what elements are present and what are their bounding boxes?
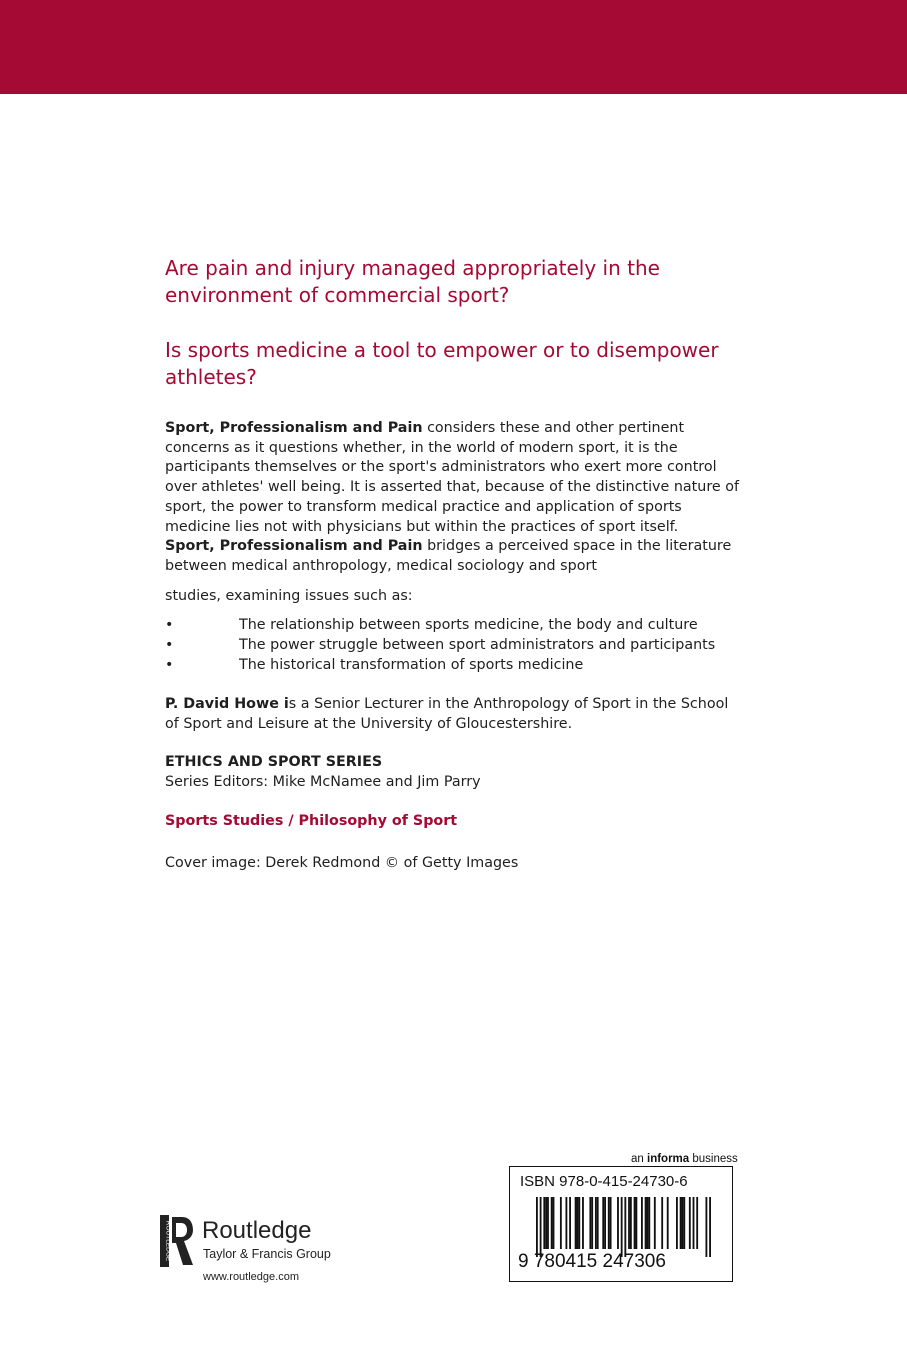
informa-prefix: an bbox=[631, 1153, 647, 1165]
barcode-bar bbox=[696, 1197, 698, 1249]
barcode-bar bbox=[641, 1197, 643, 1249]
barcode-bar bbox=[551, 1197, 553, 1249]
publisher-name: Routledge bbox=[202, 1217, 312, 1244]
barcode-bar bbox=[540, 1197, 542, 1257]
book-title-bold: Sport, Professionalism and Pain bbox=[165, 538, 423, 555]
book-title-bold: Sport, Professionalism and Pain bbox=[165, 420, 423, 436]
publisher-group: Taylor & Francis Group bbox=[203, 1247, 331, 1261]
routledge-mark-text: ROUTLEDGE bbox=[164, 1220, 172, 1262]
barcode-bar bbox=[645, 1197, 647, 1249]
subject-category: Sports Studies / Philosophy of Sport bbox=[165, 813, 458, 830]
barcode-bar bbox=[647, 1197, 649, 1249]
barcode-bar bbox=[654, 1197, 656, 1249]
barcode-bar bbox=[634, 1197, 636, 1249]
barcode-bar bbox=[547, 1197, 549, 1249]
publisher-url: www.routledge.com bbox=[203, 1271, 299, 1283]
barcode-bar bbox=[683, 1197, 685, 1249]
barcode-bar bbox=[545, 1197, 547, 1249]
list-item bbox=[165, 636, 740, 656]
list-item bbox=[165, 656, 740, 676]
bullet-icon: • bbox=[165, 656, 174, 673]
barcode-bar bbox=[680, 1197, 682, 1249]
barcode-bar bbox=[621, 1197, 623, 1257]
barcode-bar bbox=[617, 1197, 619, 1249]
barcode-bar bbox=[565, 1197, 567, 1249]
issues-list bbox=[165, 616, 740, 675]
description-paragraph-1 bbox=[165, 419, 740, 537]
barcode-bars bbox=[536, 1197, 711, 1257]
cover-image-credit: Cover image: Derek Redmond © of Getty Images bbox=[165, 854, 519, 871]
barcode-bar bbox=[575, 1197, 577, 1249]
barcode-bar bbox=[648, 1197, 650, 1249]
informa-brand: informa bbox=[647, 1153, 690, 1165]
barcode-bar bbox=[553, 1197, 555, 1249]
barcode-bar bbox=[597, 1197, 599, 1249]
barcode-bar bbox=[569, 1197, 571, 1249]
description-paragraph-2 bbox=[165, 537, 740, 576]
barcode-bar bbox=[709, 1197, 711, 1257]
barcode-digits: 9 780415 247306 bbox=[518, 1251, 666, 1272]
barcode-bar bbox=[604, 1197, 606, 1249]
barcode-bar bbox=[560, 1197, 562, 1249]
isbn-label: ISBN 978-0-415-24730-6 bbox=[520, 1173, 688, 1190]
barcode-bar bbox=[578, 1197, 580, 1249]
barcode-bar bbox=[667, 1197, 669, 1249]
author-bio-text: s a Senior Lecturer in the Anthropology of Sport in the School of Sport and Leisure at the University of Gloucestershire. bbox=[165, 696, 729, 733]
description-text-2: bridges a perceived space in the literature between medical anthropology, medical sociology and sport bbox=[165, 538, 732, 574]
barcode-bar bbox=[693, 1197, 695, 1249]
barcode-bar bbox=[630, 1197, 632, 1249]
barcode-bar bbox=[628, 1197, 630, 1249]
list-item-text: The relationship between sports medicine, the body and culture bbox=[239, 617, 698, 634]
list-item bbox=[165, 616, 740, 636]
barcode-bar bbox=[608, 1197, 610, 1249]
routledge-logo bbox=[160, 1215, 360, 1285]
barcode-bar bbox=[682, 1197, 684, 1249]
top-color-band bbox=[0, 0, 907, 94]
bullet-icon: • bbox=[165, 637, 174, 654]
question-1: Are pain and injury managed appropriately in the environment of commercial sport? bbox=[165, 256, 660, 307]
routledge-r-icon bbox=[160, 1215, 194, 1267]
list-item-text: The historical transformation of sports medicine bbox=[239, 656, 584, 673]
informa-tagline bbox=[631, 1153, 738, 1165]
barcode-bar bbox=[661, 1197, 663, 1249]
barcode-bar bbox=[635, 1197, 637, 1249]
bullet-icon: • bbox=[165, 617, 174, 634]
isbn-barcode bbox=[509, 1166, 733, 1282]
list-item-text: The power struggle between sport administrators and participants bbox=[239, 637, 716, 654]
barcode-bar bbox=[705, 1197, 707, 1257]
informa-suffix: business bbox=[689, 1153, 738, 1165]
barcode-bar bbox=[624, 1197, 626, 1257]
barcode-bar bbox=[589, 1197, 591, 1249]
barcode-bar bbox=[689, 1197, 691, 1249]
back-cover-text bbox=[165, 255, 740, 874]
barcode-bar bbox=[610, 1197, 612, 1249]
series-info bbox=[165, 753, 740, 792]
series-title: ETHICS AND SPORT SERIES bbox=[165, 753, 383, 770]
barcode-bar bbox=[591, 1197, 593, 1249]
barcode-bar bbox=[595, 1197, 597, 1249]
series-editors: Series Editors: Mike McNamee and Jim Parry bbox=[165, 773, 481, 790]
barcode-bar bbox=[602, 1197, 604, 1249]
barcode-bar bbox=[577, 1197, 579, 1249]
barcode-bar bbox=[582, 1197, 584, 1249]
author-bio bbox=[165, 695, 740, 734]
barcode-bar bbox=[543, 1197, 545, 1249]
description-text-1: considers these and other pertinent concerns as it questions whether, in the world of modern sport, it is the participants themselves or the sport's administrators who exert more control over athletes' well being. It is asserted that, because of the distinctive nature of sport, the power to transform medical practice and application of sports medicine lies not with physicians but within the practices of sport itself. bbox=[165, 420, 740, 535]
description-paragraph-3: studies, examining issues such as: bbox=[165, 587, 413, 604]
barcode-bar bbox=[536, 1197, 538, 1257]
question-2: Is sports medicine a tool to empower or to disempower athletes? bbox=[165, 338, 719, 389]
barcode-bar bbox=[676, 1197, 678, 1249]
author-name: P. David Howe i bbox=[165, 696, 289, 713]
